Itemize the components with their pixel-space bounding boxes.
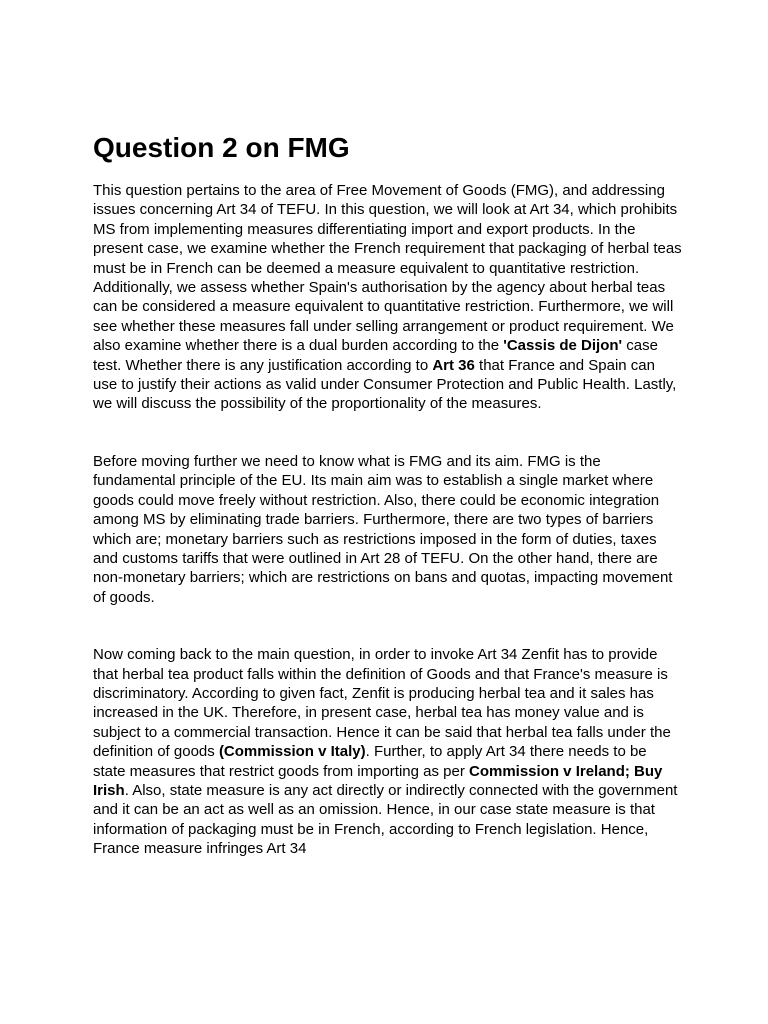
paragraph-intro xyxy=(93,181,683,414)
paragraph-text: This question pertains to the area of Free Movement of Goods (FMG), and addressing issues concerning Art 34 of TEFU. In this question, we will look at Art 34, which prohibits MS from implementing measures differentiating import and export products. In the present case, we examine whether the French requirement that packaging of herbal teas must be in French can be deemed a measure equivalent to quantitative restriction. Additionally, we assess whether Spain's authorisation by the agency about herbal teas can be considered a measure equivalent to quantitative restriction. Furthermore, we will see whether these measures fall under selling arrangement or product requirement. We also examine whether there is a dual burden according to the xyxy=(93,182,682,355)
paragraph-text: that France and Spain can use to justify their actions as valid under Consumer Protection and Public Health. Lastly, we will discuss the possibility of the proportionality of the measures. xyxy=(93,356,677,413)
case-reference-bold: Commission v Ireland; Buy Irish xyxy=(93,762,663,799)
paragraph-text: Before moving further we need to know what is FMG and its aim. FMG is the fundamental principle of the EU. Its main aim was to establish a single market where goods could move freely without restriction. Also, there could be economic integration among MS by eliminating trade barriers. Furthermore, there are two types of barriers which are; monetary barriers such as restrictions imposed in the form of duties, taxes and customs tariffs that were outlined in Art 28 of TEFU. On the other hand, there are non-monetary barriers; which are restrictions on bans and quotas, impacting movement of goods. xyxy=(93,452,673,606)
paragraph-main-question xyxy=(93,645,683,858)
paragraph-text: Now coming back to the main question, in order to invoke Art 34 Zenfit has to provide that herbal tea product falls within the definition of Goods and that France's measure is discriminatory. According to given fact, Zenfit is producing herbal tea and it sales has increased in the UK. Therefore, in present case, herbal tea has money value and is subject to a commercial transaction. Hence it can be said that herbal tea falls under the definition of goods xyxy=(93,646,671,761)
case-reference-bold: (Commission v Italy) xyxy=(218,743,366,761)
article-reference-bold: Art 36 xyxy=(432,356,475,374)
page-title: Question 2 on FMG xyxy=(93,132,350,163)
paragraph-text: case test. Whether there is any justification according to xyxy=(93,337,658,374)
paragraph-fmg-background xyxy=(93,452,683,607)
case-reference-bold: 'Cassis de Dijon' xyxy=(503,337,623,355)
paragraph-text: . Also, state measure is any act directly or indirectly connected with the government and it can be an act as well as an omission. Hence, in our case state measure is that information of packaging must be in French, according to French legislation. Hence, France measure infringes Art 34 xyxy=(93,781,678,858)
document-page xyxy=(93,128,683,859)
paragraph-text: . Further, to apply Art 34 there needs to be state measures that restrict goods from importing as per xyxy=(93,743,647,780)
